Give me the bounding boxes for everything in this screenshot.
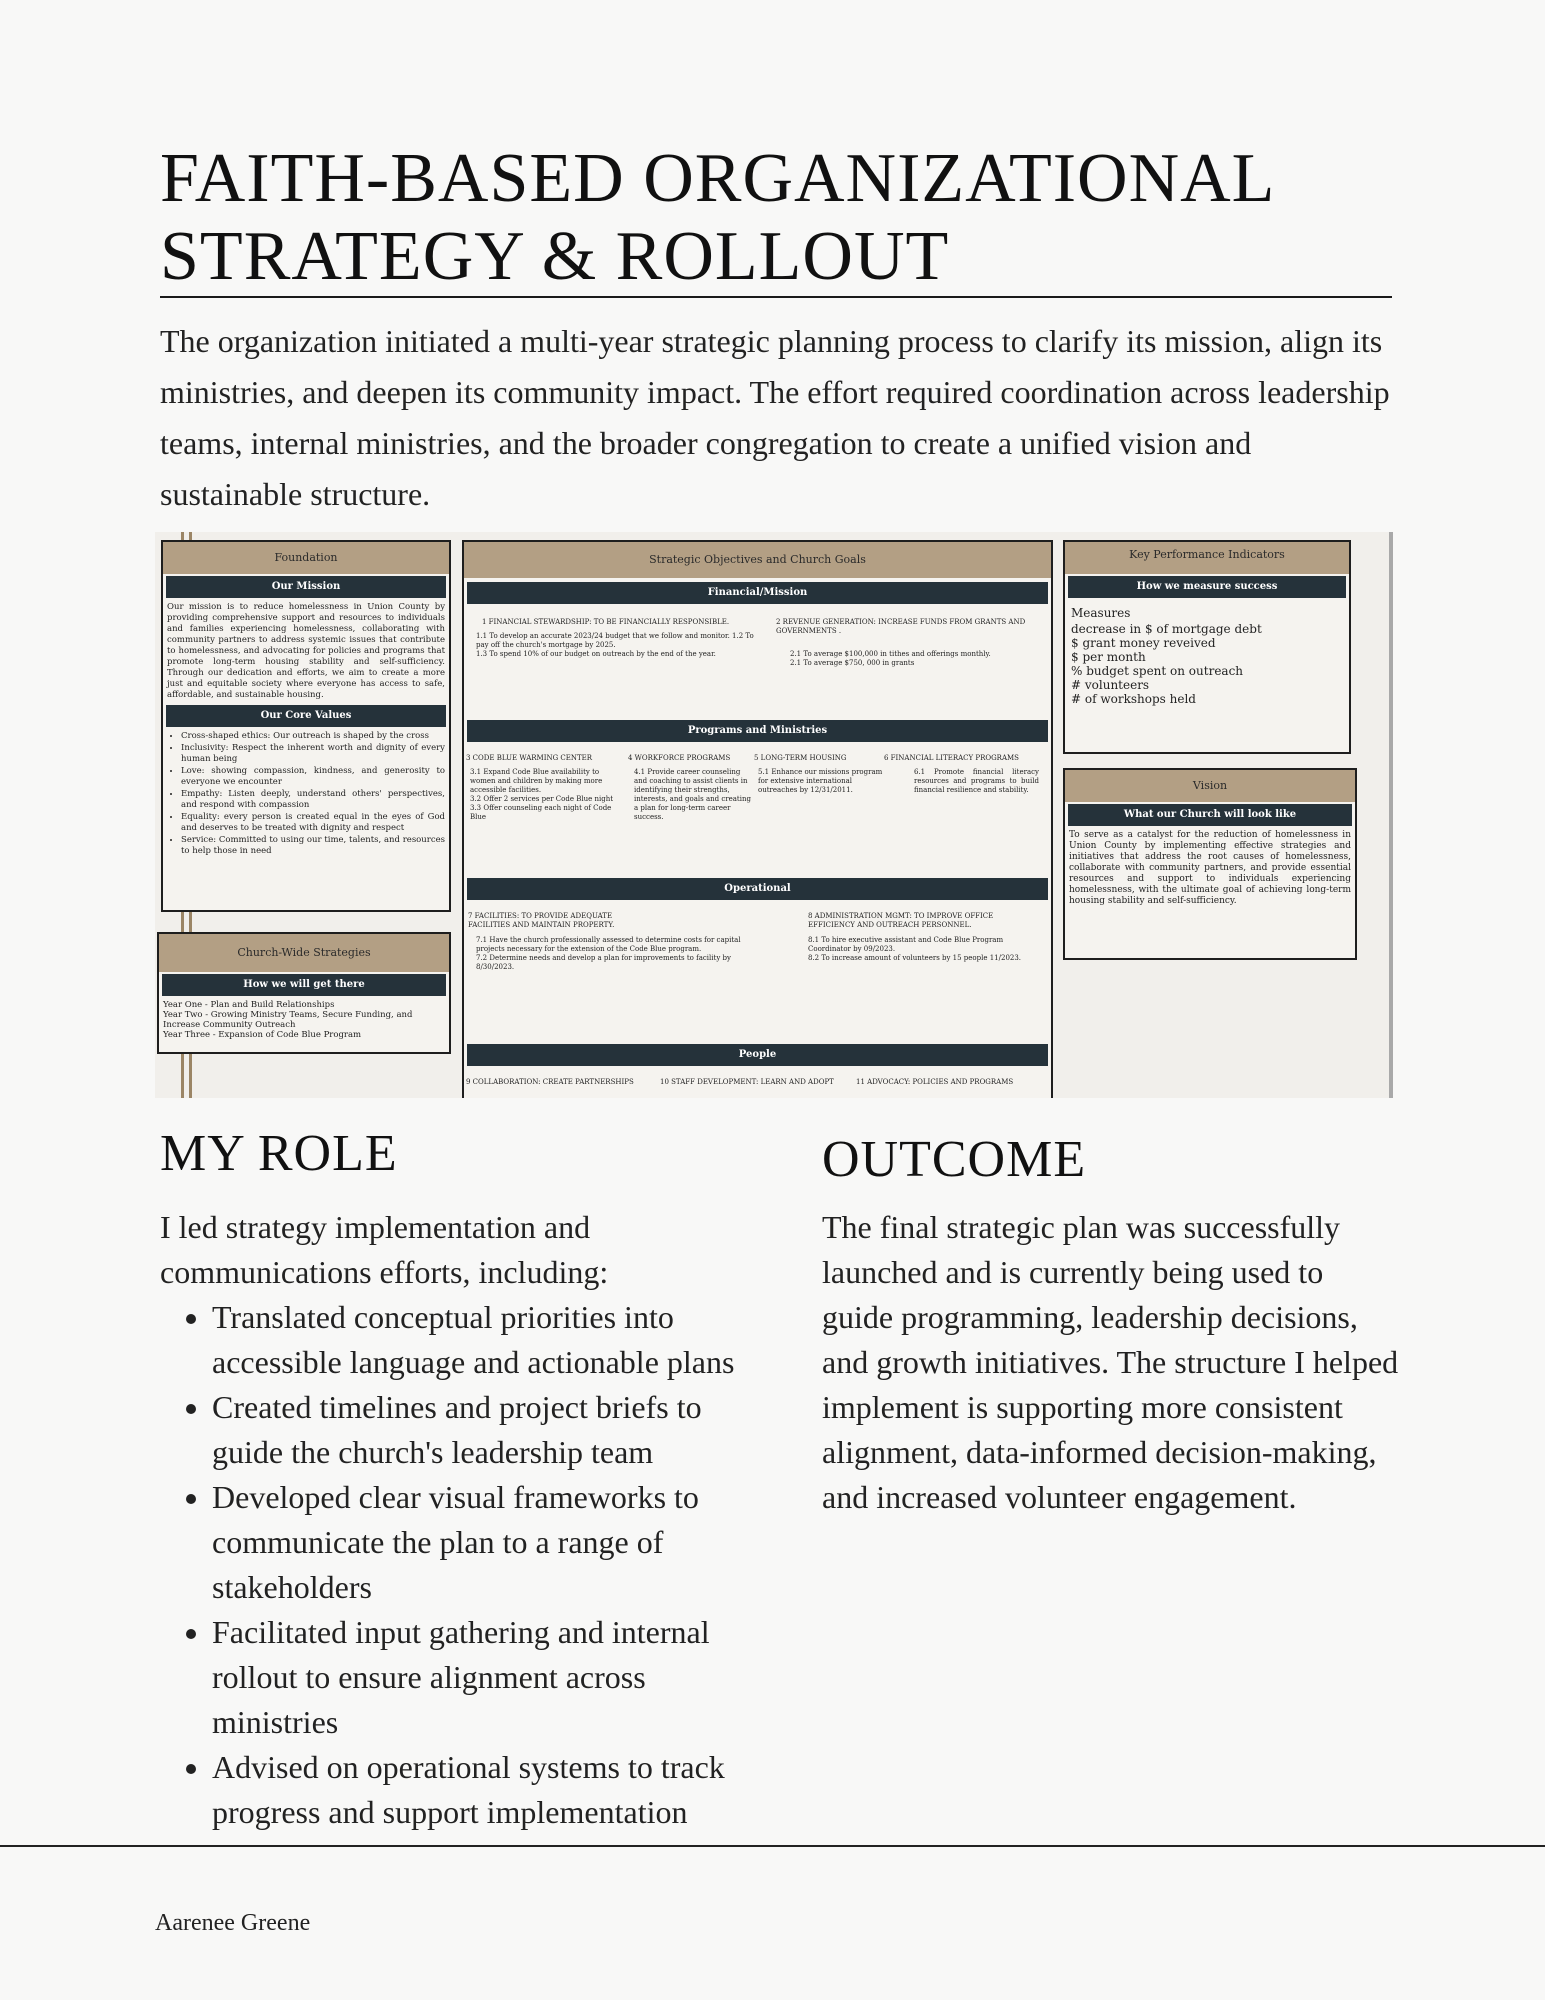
- strategy-board: [155, 532, 1393, 1098]
- kpi-list: [1065, 600, 1349, 712]
- value-item: • Empathy: Listen deeply, understand others' perspectives, and respond with compassion: [181, 789, 445, 811]
- objectives-card: [462, 540, 1053, 1098]
- goal-6: 6 FINANCIAL LITERACY PROGRAMS: [884, 754, 1019, 762]
- kpi-label: Measures: [1071, 606, 1131, 620]
- strategies-card: [157, 932, 451, 1054]
- goal-5: 5 LONG-TERM HOUSING: [754, 754, 847, 762]
- role-section: [160, 1205, 770, 1835]
- mission-text: Our mission is to reduce homelessness in Union County by providing comprehensive support and resources to individuals and families experiencing homelessness, collaborating with community partners to address systemic issues that contribute to homelessness, and advocating for policies and programs that promote long-term housing stability and self-sufficiency. Through our dedication and efforts, we aim to create a more just and equitable society where everyone has access to safe, affordable, and sustainable housing.: [167, 602, 445, 700]
- role-item: • Translated conceptual priorities into accessible language and actionable plans: [212, 1295, 770, 1385]
- goal-2-items: 2.1 To average $100,000 in tithes and offerings monthly. 2.1 To average $750, 000 in grants: [790, 650, 991, 667]
- kpi-item: $ per month: [1071, 650, 1146, 664]
- value-item: • Inclusivity: Respect the inherent worth and dignity of every human being: [181, 743, 445, 765]
- operational-title: Operational: [467, 878, 1048, 900]
- goal-7-items: 7.1 Have the church professionally assessed to determine costs for capital projects necessary for the extension of the Code Blue program. 7.2 Determine needs and develop a plan for improvements to facility by 8/30/2023.: [476, 936, 741, 971]
- role-item: • Advised on operational systems to track progress and support implementation: [212, 1745, 770, 1835]
- foundation-card: [161, 540, 451, 912]
- goal-5-items: 5.1 Enhance our missions program for extensive international outreaches by 12/31/2011.: [758, 768, 883, 794]
- strategies-header: Church-Wide Strategies: [159, 934, 449, 972]
- footer-author: Aarenee Greene: [155, 1910, 311, 1936]
- kpi-item: # volunteers: [1071, 678, 1150, 692]
- foundation-header: Foundation: [163, 542, 449, 574]
- goal-3: 3 CODE BLUE WARMING CENTER: [466, 754, 593, 762]
- role-list: [160, 1295, 770, 1835]
- role-item: • Created timelines and project briefs to guide the church's leadership team: [212, 1385, 770, 1475]
- vision-subheader: What our Church will look like: [1068, 804, 1352, 826]
- vision-card: [1063, 768, 1357, 960]
- kpi-item: % budget spent on outreach: [1071, 664, 1244, 678]
- page-title-line-1: FAITH-BASED ORGANIZATIONAL: [160, 140, 1276, 217]
- value-item: • Love: showing compassion, kindness, and generosity to everyone we encounter: [181, 766, 445, 788]
- programs-title: Programs and Ministries: [467, 720, 1048, 742]
- intro-paragraph: The organization initiated a multi-year strategic planning process to clarify its mission, align its ministries, and deepen its community impact. The effort required coordination across leadership teams, internal ministries, and the broader congregation to create a unified vision and sustainable structure.: [160, 323, 1390, 512]
- goal-2: 2 REVENUE GENERATION: INCREASE FUNDS FROM GRANTS AND GOVERNMENTS .: [776, 618, 1026, 635]
- role-item: • Facilitated input gathering and internal rollout to ensure alignment across ministries: [212, 1610, 770, 1745]
- goal-4-items: 4.1 Provide career counseling and coaching to assist clients in identifying their strengths, interests, and goals and creating a plan for long-term career success.: [634, 768, 751, 821]
- strategies-subheader: How we will get there: [162, 974, 446, 996]
- goal-8: 8 ADMINISTRATION MGMT: TO IMPROVE OFFICE EFFICIENCY AND OUTREACH PERSONNEL.: [808, 912, 994, 929]
- strategies-list: [159, 998, 449, 1042]
- goal-10: 10 STAFF DEVELOPMENT: LEARN AND ADOPT: [660, 1078, 834, 1086]
- financial-title: Financial/Mission: [467, 582, 1048, 604]
- goal-1-items: 1.1 To develop an accurate 2023/24 budget that we follow and monitor. 1.2 To pay off the church's mortgage by 2025. 1.3 To spend 10% of our budget on outreach by the end of the year.: [476, 632, 754, 658]
- role-item: • Developed clear visual frameworks to communicate the plan to a range of stakeholders: [212, 1475, 770, 1610]
- kpi-card: [1063, 540, 1351, 754]
- kpi-item: decrease in $ of mortgage debt: [1071, 622, 1262, 636]
- page-title-line-2: STRATEGY & ROLLOUT: [160, 218, 950, 295]
- value-item: • Equality: every person is created equal in the eyes of God and deserves to be treated with dignity and respect: [181, 812, 445, 834]
- goal-1: 1 FINANCIAL STEWARDSHIP: TO BE FINANCIALLY RESPONSIBLE.: [482, 618, 730, 626]
- goal-11: 11 ADVOCACY: POLICIES AND PROGRAMS: [856, 1078, 1014, 1086]
- kpi-subheader: How we measure success: [1068, 576, 1346, 598]
- kpi-item: $ grant money reveived: [1071, 636, 1216, 650]
- role-intro: I led strategy implementation and communications efforts, including:: [160, 1209, 609, 1290]
- values-list: [163, 729, 449, 860]
- goal-8-items: 8.1 To hire executive assistant and Code Blue Program Coordinator by 09/2023. 8.2 To increase amount of volunteers by 15 people 11/2023.: [808, 936, 1022, 962]
- goal-6-items: 6.1 Promote financial literacy resources and programs to build financial resilience and stability.: [914, 768, 1039, 794]
- strategy-line: Year Three - Expansion of Code Blue Program: [163, 1030, 362, 1040]
- title-divider: [160, 296, 1392, 298]
- footer-divider: [0, 1845, 1545, 1847]
- objectives-header: Strategic Objectives and Church Goals: [464, 542, 1051, 578]
- outcome-heading: OUTCOME: [822, 1131, 1087, 1188]
- goal-3-items: 3.1 Expand Code Blue availability to women and children by making more accessible facilities. 3.2 Offer 2 services per Code Blue night 3.3 Offer counseling each night of Code Blue: [470, 768, 614, 821]
- strategy-line: Year One - Plan and Build Relationships: [163, 1000, 335, 1010]
- vision-text: To serve as a catalyst for the reduction of homelessness in Union County by implementing effective strategies and initiatives that address the root causes of homelessness, collaborate with community partners, and provide essential resources and support to individuals experiencing homelessness, with the ultimate goal of achieving long-term housing stability and self-sufficiency.: [1069, 830, 1351, 906]
- value-item: • Cross-shaped ethics: Our outreach is shaped by the cross: [181, 731, 445, 742]
- goal-9: 9 COLLABORATION: CREATE PARTNERSHIPS: [466, 1078, 634, 1086]
- value-item: • Service: Committed to using our time, talents, and resources to help those in need: [181, 835, 445, 857]
- goal-7: 7 FACILITIES: TO PROVIDE ADEQUATE FACILITIES AND MAINTAIN PROPERTY.: [468, 912, 615, 929]
- role-heading: MY ROLE: [160, 1125, 398, 1182]
- strategy-line: Year Two - Growing Ministry Teams, Secure Funding, and Increase Community Outreach: [163, 1010, 413, 1030]
- people-title: People: [467, 1044, 1048, 1066]
- outcome-text: The final strategic plan was successfully launched and is currently being used to guide programming, leadership decisions, and growth initiatives. The structure I helped implement is supporting more consistent alignment, data-informed decision-making, and increased volunteer engagement.: [822, 1209, 1399, 1515]
- kpi-header: Key Performance Indicators: [1065, 542, 1349, 574]
- vision-header: Vision: [1065, 770, 1355, 802]
- mission-title: Our Mission: [166, 576, 446, 598]
- page-title: [160, 140, 1390, 296]
- values-title: Our Core Values: [166, 705, 446, 727]
- kpi-item: # of workshops held: [1071, 692, 1196, 706]
- goal-4: 4 WORKFORCE PROGRAMS: [628, 754, 731, 762]
